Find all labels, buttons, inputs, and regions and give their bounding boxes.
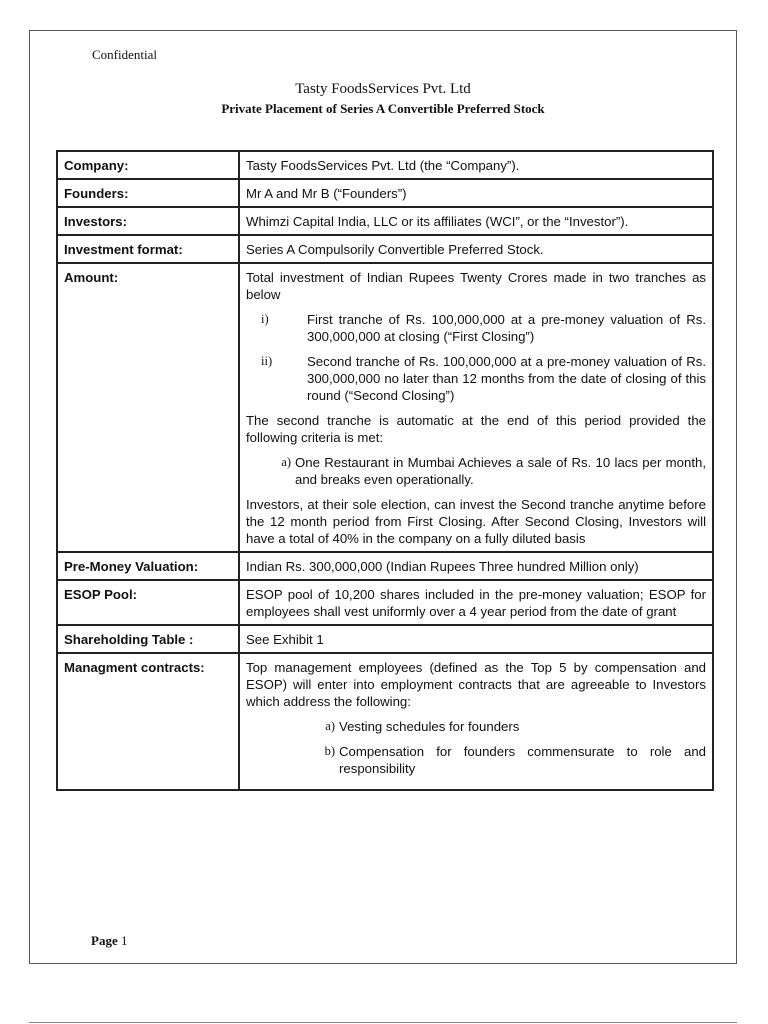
amount-label: Amount:	[57, 263, 239, 552]
investors-value: Whimzi Capital India, LLC or its affiliates (WCI”, or the “Investor”).	[239, 207, 713, 235]
management-item-1-marker: a)	[325, 719, 335, 733]
confidential-label: Confidential	[92, 47, 157, 62]
term-sheet-table	[56, 150, 714, 791]
company-label: Company:	[57, 151, 239, 179]
management-item-1	[246, 718, 706, 735]
table-row-investment-format	[57, 235, 713, 263]
founders-value: Mr A and Mr B (“Founders”)	[239, 179, 713, 207]
tranche-2-text: Second tranche of Rs. 100,000,000 at a pre-money valuation of Rs. 300,000,000 no later than 12 months from the date of closing of this round (“Second Closing”)	[307, 354, 706, 403]
tranche-item-2	[246, 353, 706, 404]
amount-intro: Total investment of Indian Rupees Twenty Crores made in two tranches as below	[246, 270, 706, 302]
shareholding-value: See Exhibit 1	[239, 625, 713, 653]
document-title: Tasty FoodsServices Pvt. Ltd	[295, 81, 471, 97]
investor-election-text: Investors, at their sole election, can invest the Second tranche anytime before the 12 month period from First Closing. After Second Closing, Investors will have a total of 40% in the company on a fully diluted basis	[246, 497, 706, 546]
pre-money-valuation-value: Indian Rs. 300,000,000 (Indian Rupees Three hundred Million only)	[239, 552, 713, 580]
management-contracts-label: Managment contracts:	[57, 653, 239, 790]
page-separator	[29, 1022, 737, 1023]
investment-format-value: Series A Compulsorily Convertible Preferred Stock.	[239, 235, 713, 263]
tranche-item-1	[246, 311, 706, 345]
esop-pool-label: ESOP Pool:	[57, 580, 239, 625]
table-row-investors	[57, 207, 713, 235]
founders-label: Founders:	[57, 179, 239, 207]
table-row-company	[57, 151, 713, 179]
management-contracts-value	[239, 653, 713, 790]
table-row-esop-pool	[57, 580, 713, 625]
table-row-pre-money-valuation	[57, 552, 713, 580]
management-item-1-text: Vesting schedules for founders	[339, 719, 520, 734]
management-item-2	[246, 743, 706, 777]
document-subtitle: Private Placement of Series A Convertible Preferred Stock	[221, 101, 545, 116]
table-row-management-contracts	[57, 653, 713, 790]
page-number	[91, 933, 127, 949]
table-row-shareholding	[57, 625, 713, 653]
esop-pool-value: ESOP pool of 10,200 shares included in the pre-money valuation; ESOP for employees shall vest uniformly over a 4 year period from the date of grant	[239, 580, 713, 625]
amount-value	[239, 263, 713, 552]
page-number-value: 1	[120, 933, 128, 948]
criteria-marker: a)	[281, 455, 291, 469]
investment-format-label: Investment format:	[57, 235, 239, 263]
criteria-text: One Restaurant in Mumbai Achieves a sale of Rs. 10 lacs per month, and breaks even operationally.	[295, 455, 706, 487]
table-row-amount	[57, 263, 713, 552]
shareholding-label: Shareholding Table :	[57, 625, 239, 653]
investors-label: Investors:	[57, 207, 239, 235]
automatic-tranche-text: The second tranche is automatic at the end of this period provided the following criteria is met:	[246, 413, 706, 445]
tranche-2-marker: ii)	[261, 354, 273, 368]
document-page	[29, 30, 737, 964]
management-item-2-text: Compensation for founders commensurate to role and responsibility	[339, 744, 706, 776]
page-label: Page	[91, 933, 118, 948]
table-row-founders	[57, 179, 713, 207]
criteria-item	[246, 454, 706, 488]
pre-money-valuation-label: Pre-Money Valuation:	[57, 552, 239, 580]
management-item-2-marker: b)	[324, 744, 335, 758]
management-intro: Top management employees (defined as the Top 5 by compensation and ESOP) will enter into employment contracts that are agreeable to Investors which address the following:	[246, 660, 706, 709]
company-value: Tasty FoodsServices Pvt. Ltd (the “Company”).	[239, 151, 713, 179]
tranche-1-text: First tranche of Rs. 100,000,000 at a pre-money valuation of Rs. 300,000,000 at closing (“First Closing”)	[307, 312, 706, 344]
tranche-1-marker: i)	[261, 312, 269, 326]
